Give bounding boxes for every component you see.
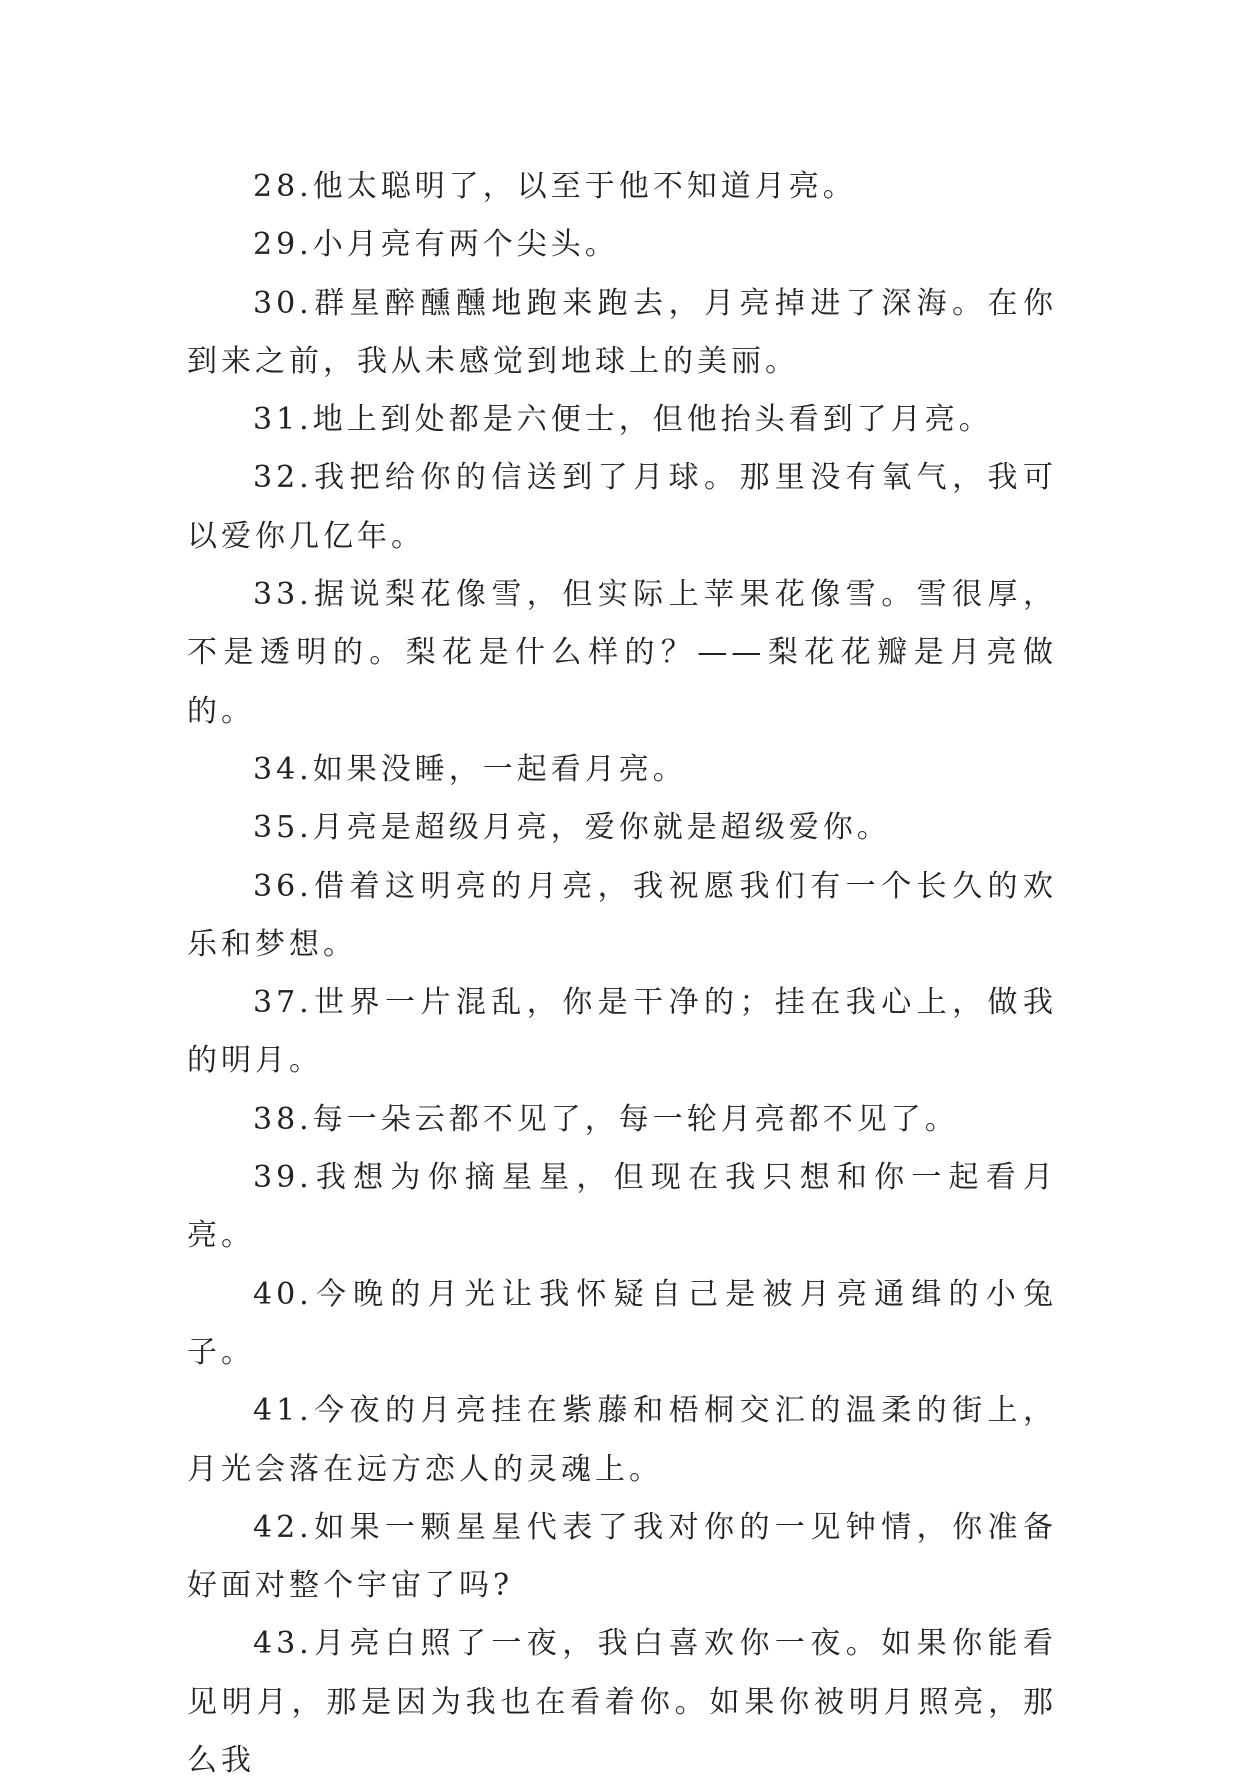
paragraph-30: 30.群星醉醺醺地跑来跑去，月亮掉进了深海。在你到来之前，我从未感觉到地球上的美丽。 bbox=[187, 285, 1057, 379]
paragraph-43: 43.月亮白照了一夜，我白喜欢你一夜。如果你能看见明月，那是因为我也在看着你。如果你被明月照亮，那么我 bbox=[187, 1626, 1057, 1779]
paragraph-41: 41.今夜的月亮挂在紫藤和梧桐交汇的温柔的街上，月光会落在远方恋人的灵魂上。 bbox=[187, 1393, 1057, 1487]
paragraph-39: 39.我想为你摘星星，但现在我只想和你一起看月亮。 bbox=[187, 1160, 1057, 1254]
paragraph-28: 28.他太聪明了，以至于他不知道月亮。 bbox=[253, 169, 857, 204]
paragraph-34: 34.如果没睡，一起看月亮。 bbox=[253, 751, 687, 787]
paragraph-29: 29.小月亮有两个尖头。 bbox=[253, 227, 619, 263]
paragraph-37: 37.世界一片混乱，你是干净的；挂在我心上，做我的明月。 bbox=[187, 985, 1057, 1079]
paragraph-33: 33.据说梨花像雪，但实际上苹果花像雪。雪很厚，不是透明的。梨花是什么样的？——梨花花瓣是月亮做的。 bbox=[187, 577, 1057, 729]
paragraph-36: 36.借着这明亮的月亮，我祝愿我们有一个长久的欢乐和梦想。 bbox=[187, 868, 1057, 962]
paragraph-31: 31.地上到处都是六便士，但他抬头看到了月亮。 bbox=[253, 402, 993, 438]
paragraph-35: 35.月亮是超级月亮，爱你就是超级爱你。 bbox=[253, 810, 891, 846]
paragraph-38: 38.每一朵云都不见了，每一轮月亮都不见了。 bbox=[253, 1101, 959, 1137]
document-body bbox=[187, 158, 1057, 1790]
paragraph-40: 40.今晚的月光让我怀疑自己是被月亮通缉的小兔子。 bbox=[187, 1276, 1057, 1370]
paragraph-42: 42.如果一颗星星代表了我对你的一见钟情，你准备好面对整个宇宙了吗? bbox=[187, 1509, 1057, 1604]
paragraph-32: 32.我把给你的信送到了月球。那里没有氧气，我可以爱你几亿年。 bbox=[187, 460, 1057, 554]
